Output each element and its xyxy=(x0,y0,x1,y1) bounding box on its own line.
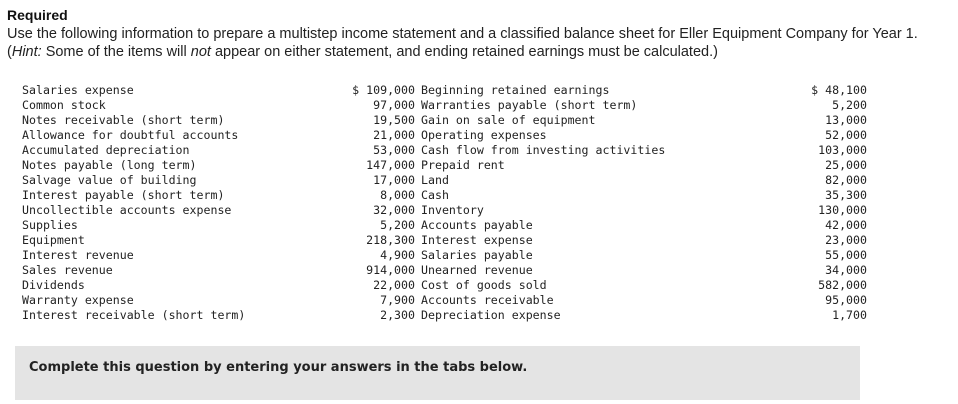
account-value-right: 55,000 xyxy=(825,248,867,262)
account-value-left: 22,000 xyxy=(373,278,415,292)
account-value-right: 103,000 xyxy=(818,143,867,157)
table-row xyxy=(22,218,867,233)
account-value-left: 2,300 xyxy=(380,308,415,322)
account-label-right: Salaries payable xyxy=(421,248,533,262)
required-heading: Required xyxy=(7,7,68,23)
instructions-text xyxy=(7,25,952,61)
account-value-left: $ 109,000 xyxy=(352,83,415,97)
instructions-part-1: Use the following information to prepare a multistep income statement and a classified balance sheet for Eller Equipment Company for Year 1. ( xyxy=(7,26,918,60)
account-value-left: 8,000 xyxy=(380,188,415,202)
table-row xyxy=(22,158,867,173)
account-label-right: Prepaid rent xyxy=(421,158,505,172)
account-value-right: $ 48,100 xyxy=(811,83,867,97)
account-label-left: Sales revenue xyxy=(22,263,113,277)
account-value-right: 25,000 xyxy=(825,158,867,172)
account-label-left: Common stock xyxy=(22,98,106,112)
account-label-left: Interest receivable (short term) xyxy=(22,308,246,322)
account-value-left: 32,000 xyxy=(373,203,415,217)
account-label-left: Warranty expense xyxy=(22,293,134,307)
account-label-left: Allowance for doubtful accounts xyxy=(22,128,239,142)
account-label-right: Cash xyxy=(421,188,449,202)
banner-instruction-text: Complete this question by entering your answers in the tabs below. xyxy=(29,360,528,375)
account-label-right: Cash flow from investing activities xyxy=(421,143,666,157)
table-row xyxy=(22,113,867,128)
account-value-left: 147,000 xyxy=(366,158,415,172)
table-row xyxy=(22,308,867,323)
account-label-right: Accounts payable xyxy=(421,218,533,232)
account-value-left: 17,000 xyxy=(373,173,415,187)
account-value-right: 5,200 xyxy=(832,98,867,112)
account-value-right: 34,000 xyxy=(825,263,867,277)
account-value-left: 218,300 xyxy=(366,233,415,247)
account-label-left: Salaries expense xyxy=(22,83,134,97)
account-label-left: Interest revenue xyxy=(22,248,134,262)
table-row xyxy=(22,248,867,263)
instructions-part-2: Some of the items will xyxy=(41,44,191,60)
table-row xyxy=(22,188,867,203)
account-value-left: 7,900 xyxy=(380,293,415,307)
account-label-right: Cost of goods sold xyxy=(421,278,547,292)
account-label-right: Accounts receivable xyxy=(421,293,554,307)
table-row xyxy=(22,263,867,278)
account-value-right: 95,000 xyxy=(825,293,867,307)
account-value-right: 130,000 xyxy=(818,203,867,217)
account-value-right: 13,000 xyxy=(825,113,867,127)
account-value-right: 35,300 xyxy=(825,188,867,202)
account-value-right: 1,700 xyxy=(832,308,867,322)
account-value-left: 97,000 xyxy=(373,98,415,112)
account-label-right: Beginning retained earnings xyxy=(421,83,610,97)
answer-tabs-banner xyxy=(15,346,860,400)
account-label-left: Supplies xyxy=(22,218,78,232)
table-row xyxy=(22,278,867,293)
account-value-left: 21,000 xyxy=(373,128,415,142)
account-value-right: 52,000 xyxy=(825,128,867,142)
account-label-left: Notes payable (long term) xyxy=(22,158,197,172)
account-value-right: 582,000 xyxy=(818,278,867,292)
account-label-left: Equipment xyxy=(22,233,85,247)
account-label-right: Depreciation expense xyxy=(421,308,561,322)
account-label-right: Warranties payable (short term) xyxy=(421,98,638,112)
table-row xyxy=(22,98,867,113)
table-row xyxy=(22,173,867,188)
account-label-right: Inventory xyxy=(421,203,484,217)
account-label-left: Salvage value of building xyxy=(22,173,197,187)
account-value-left: 19,500 xyxy=(373,113,415,127)
hint-label: Hint: xyxy=(11,44,42,60)
table-row xyxy=(22,203,867,218)
instructions-part-3: appear on either statement, and ending retained earnings must be calculated.) xyxy=(210,44,718,60)
account-value-left: 914,000 xyxy=(366,263,415,277)
account-label-left: Dividends xyxy=(22,278,85,292)
account-value-right: 23,000 xyxy=(825,233,867,247)
account-label-left: Accumulated depreciation xyxy=(22,143,190,157)
account-label-left: Uncollectible accounts expense xyxy=(22,203,232,217)
table-row xyxy=(22,233,867,248)
not-emphasis: not xyxy=(190,44,211,60)
account-label-right: Gain on sale of equipment xyxy=(421,113,596,127)
account-label-left: Notes receivable (short term) xyxy=(22,113,225,127)
account-value-left: 53,000 xyxy=(373,143,415,157)
table-row xyxy=(22,128,867,143)
account-label-right: Interest expense xyxy=(421,233,533,247)
table-row xyxy=(22,143,867,158)
account-value-right: 42,000 xyxy=(825,218,867,232)
account-label-right: Operating expenses xyxy=(421,128,547,142)
account-value-left: 5,200 xyxy=(380,218,415,232)
table-row xyxy=(22,83,867,98)
account-label-right: Unearned revenue xyxy=(421,263,533,277)
account-label-left: Interest payable (short term) xyxy=(22,188,225,202)
table-row xyxy=(22,293,867,308)
account-label-right: Land xyxy=(421,173,449,187)
account-value-right: 82,000 xyxy=(825,173,867,187)
account-value-left: 4,900 xyxy=(380,248,415,262)
account-data-table xyxy=(22,83,867,323)
